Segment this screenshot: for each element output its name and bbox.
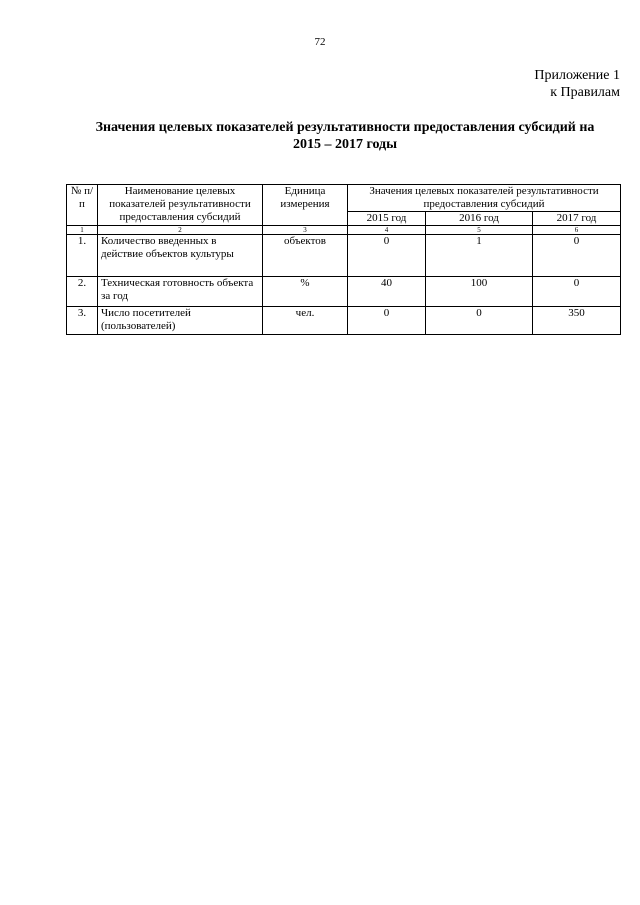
header-number: № п/п: [67, 185, 98, 226]
column-numbers-row: [67, 226, 621, 235]
row-value-2015: 0: [348, 307, 426, 335]
row-value-2016: 100: [426, 277, 533, 307]
row-indicator-name: Техническая готовность объекта за год: [98, 277, 263, 307]
row-value-2015: 0: [348, 235, 426, 277]
table-row: [67, 307, 621, 335]
document-title: [60, 119, 630, 153]
appendix-rules: к Правилам: [550, 85, 620, 100]
row-indicator-name: Количество введенных в действие объектов культуры: [98, 235, 263, 277]
page-number: 72: [314, 36, 326, 48]
header-name: Наименование целевых показателей результативности предоставления субсидий: [98, 185, 263, 226]
row-value-2017: 0: [533, 277, 621, 307]
table-row: [67, 277, 621, 307]
row-value-2016: 0: [426, 307, 533, 335]
title-line-1: Значения целевых показателей результативности предоставления субсидий на: [95, 120, 595, 135]
row-number: 1.: [67, 235, 98, 277]
row-value-2016: 1: [426, 235, 533, 277]
header-year-2015: 2015 год: [348, 212, 426, 226]
header-year-2017: 2017 год: [533, 212, 621, 226]
title-line-2: 2015 – 2017 годы: [292, 137, 398, 152]
row-unit: объектов: [263, 235, 348, 277]
column-number: 2: [98, 226, 263, 235]
header-year-2016: 2016 год: [426, 212, 533, 226]
column-number: 3: [263, 226, 348, 235]
row-value-2015: 40: [348, 277, 426, 307]
column-number: 1: [67, 226, 98, 235]
column-number: 5: [426, 226, 533, 235]
table-row: [67, 235, 621, 277]
row-indicator-name: Число посетителей (пользователей): [98, 307, 263, 335]
row-number: 2.: [67, 277, 98, 307]
row-unit: чел.: [263, 307, 348, 335]
row-value-2017: 350: [533, 307, 621, 335]
header-values-group: Значения целевых показателей результативности предоставления субсидий: [348, 185, 621, 212]
targets-table: [66, 184, 621, 335]
column-number: 4: [348, 226, 426, 235]
header-unit: Единица измерения: [263, 185, 348, 226]
row-number: 3.: [67, 307, 98, 335]
header-row: [67, 185, 621, 212]
row-value-2017: 0: [533, 235, 621, 277]
appendix-reference: [534, 67, 620, 101]
row-unit: %: [263, 277, 348, 307]
appendix-label: Приложение 1: [534, 68, 620, 83]
column-number: 6: [533, 226, 621, 235]
